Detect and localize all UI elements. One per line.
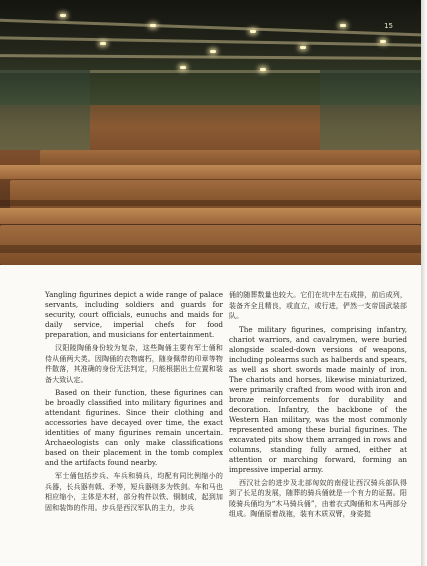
glass-wall: [0, 70, 90, 150]
paragraph-en: Yangling figurines depict a wide range of palace servants, including soldiers and guards for security, court officials, eunuchs and maids for daily service, imperial chefs for food preparation, and musicians for entertainment.: [45, 290, 223, 339]
ceiling-light: [260, 68, 266, 71]
earth-wall: [0, 165, 421, 179]
paragraph-zh: 俑的随葬数量也较大。它们在坑中左右成排，前后成列，装备齐全且精良，或直立，或行进，俨然一支帝国武装部队。: [229, 291, 407, 320]
paragraph-en: Based on their function, these figurines can be broadly classified into military figurines and attendant figurines. Since their clothing and accessories have decayed over time, the exact identities of many figurines remain uncertain. Archaeologists can only make classifications based on their placement in the tomb complex and the artifacts found nearby.: [45, 388, 223, 467]
paragraph-zh: 汉阳陵陶俑身份较为复杂，这些陶俑主要有军士俑和侍从俑两大类。因陶俑的衣物腐朽，随身佩带的印章等物件散落，其准确的身份无法判定，只能根据出土位置和装备大致认定。: [45, 344, 223, 384]
ceiling-light: [180, 66, 186, 69]
pit-shadow: [0, 200, 421, 206]
glass-wall: [320, 70, 421, 150]
paragraph-zh: 军士俑包括步兵、车兵和骑兵，均配有同比例缩小的兵器，长兵器有戟、矛等，短兵器则多为铁剑。车和马也相应缩小，主体是木材，部分构件以铁、铜制成，起到加固和装饰的作用。步兵是西汉军队的主力，步兵: [45, 472, 223, 512]
page-number: 15: [384, 22, 393, 30]
paragraph-en: The military figurines, comprising infantry, chariot warriors, and cavalrymen, were buried alongside scaled-down versions of weapons, including polearms such as halberds and spears, as well as short swords made mainly of iron. The chariots and horses, likewise miniaturized, were primarily crafted from wood with iron and bronze reinforcements for durability and decoration. Infantry, the backbone of the Western Han military, was the most commonly represented among these burial figurines. The excavated pits show them arranged in rows and columns, standing fully armed, either at attention or marching forward, forming an impressive imperial army.: [229, 324, 407, 474]
ceiling-light: [210, 50, 216, 53]
paragraph-zh: 西汉社会的进步及北部匈奴的南侵让西汉骑兵部队得到了长足的发展，随葬的骑兵俑就是一个有力的证据。阳陵骑兵俑均为“木马骑兵俑”，由着衣式陶俑和木马两部分组成。陶俑原着战袍，装有木质双臂，身姿挺: [229, 478, 407, 518]
left-text-column: [45, 290, 223, 516]
ceiling-light: [340, 24, 346, 27]
ceiling-light: [60, 14, 66, 17]
pit-shadow: [0, 245, 421, 253]
ceiling-light: [150, 24, 156, 27]
earth-wall: [0, 208, 421, 224]
ceiling-light: [380, 40, 386, 43]
page-edge: [421, 0, 427, 566]
ceiling-light: [250, 30, 256, 33]
ceiling-light: [100, 42, 106, 45]
right-text-column: [229, 290, 407, 523]
excavation-hall-photo: [0, 0, 421, 265]
ceiling-light: [300, 46, 306, 49]
